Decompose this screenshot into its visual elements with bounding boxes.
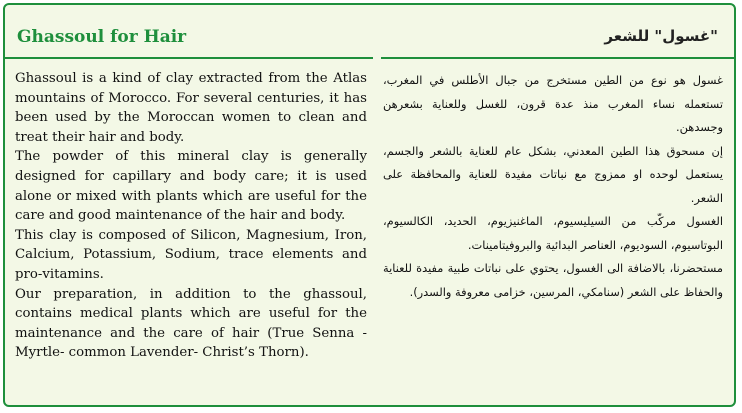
arabic-title-divider (381, 57, 736, 59)
english-paragraph-preparation: Our preparation, in addition to the ghassoul, contains medical plants which are useful for the maintenance and the care of hair (True Senna - Myrtle- common Lavender- Christ’s Thorn). (15, 286, 367, 361)
english-description (15, 69, 367, 363)
arabic-description (383, 69, 723, 304)
english-paragraph-usage: The powder of this mineral clay is generally designed for capillary and body care; it is used alone or mixed with plants which are useful for the care and good maintenance of the hair and body. (15, 149, 367, 224)
english-paragraph-composition: This clay is composed of Silicon, Magnesium, Iron, Calcium, Potassium, Sodium, trace elements and pro-vitamins. (15, 227, 367, 282)
english-paragraph-origin: Ghassoul is a kind of clay extracted from the Atlas mountains of Morocco. For several centuries, it has been used by the Moroccan women to clean and treat their hair and body. (15, 71, 367, 145)
arabic-paragraph-usage: إن مسحوق هذا الطين المعدني، بشكل عام للعناية بالشعر والجسم، يستعمل لوحده او ممزوج مع نباتات مفيدة للعناية والمحافظة على الشعر. (383, 143, 723, 205)
arabic-paragraph-origin: غسول هو نوع من الطين مستخرج من جبال الأطلس في المغرب، تستعمله نساء المغرب منذ عدة قرون، للغسل وللعناية بشعرهن وجسدهن. (383, 73, 723, 134)
product-info-card (3, 3, 736, 407)
arabic-title: "غسول" للشعر (604, 27, 718, 45)
arabic-paragraph-preparation: مستحضرنا، بالاضافة الى الغسول، يحتوي على نباتات طبية مفيدة للعناية والحفاظ على الشعر (سنامكي، المرسين، خزامى معروفة والسدر). (383, 261, 723, 299)
english-title: Ghassoul for Hair (17, 27, 187, 47)
arabic-paragraph-composition: الغسول مركّب من السيليسيوم، الماغنيزيوم، الحديد، الكالسيوم، البوتاسيوم، السوديوم، العناصر البدائية والبروفيتامينات. (383, 214, 723, 252)
english-title-divider (5, 57, 373, 59)
